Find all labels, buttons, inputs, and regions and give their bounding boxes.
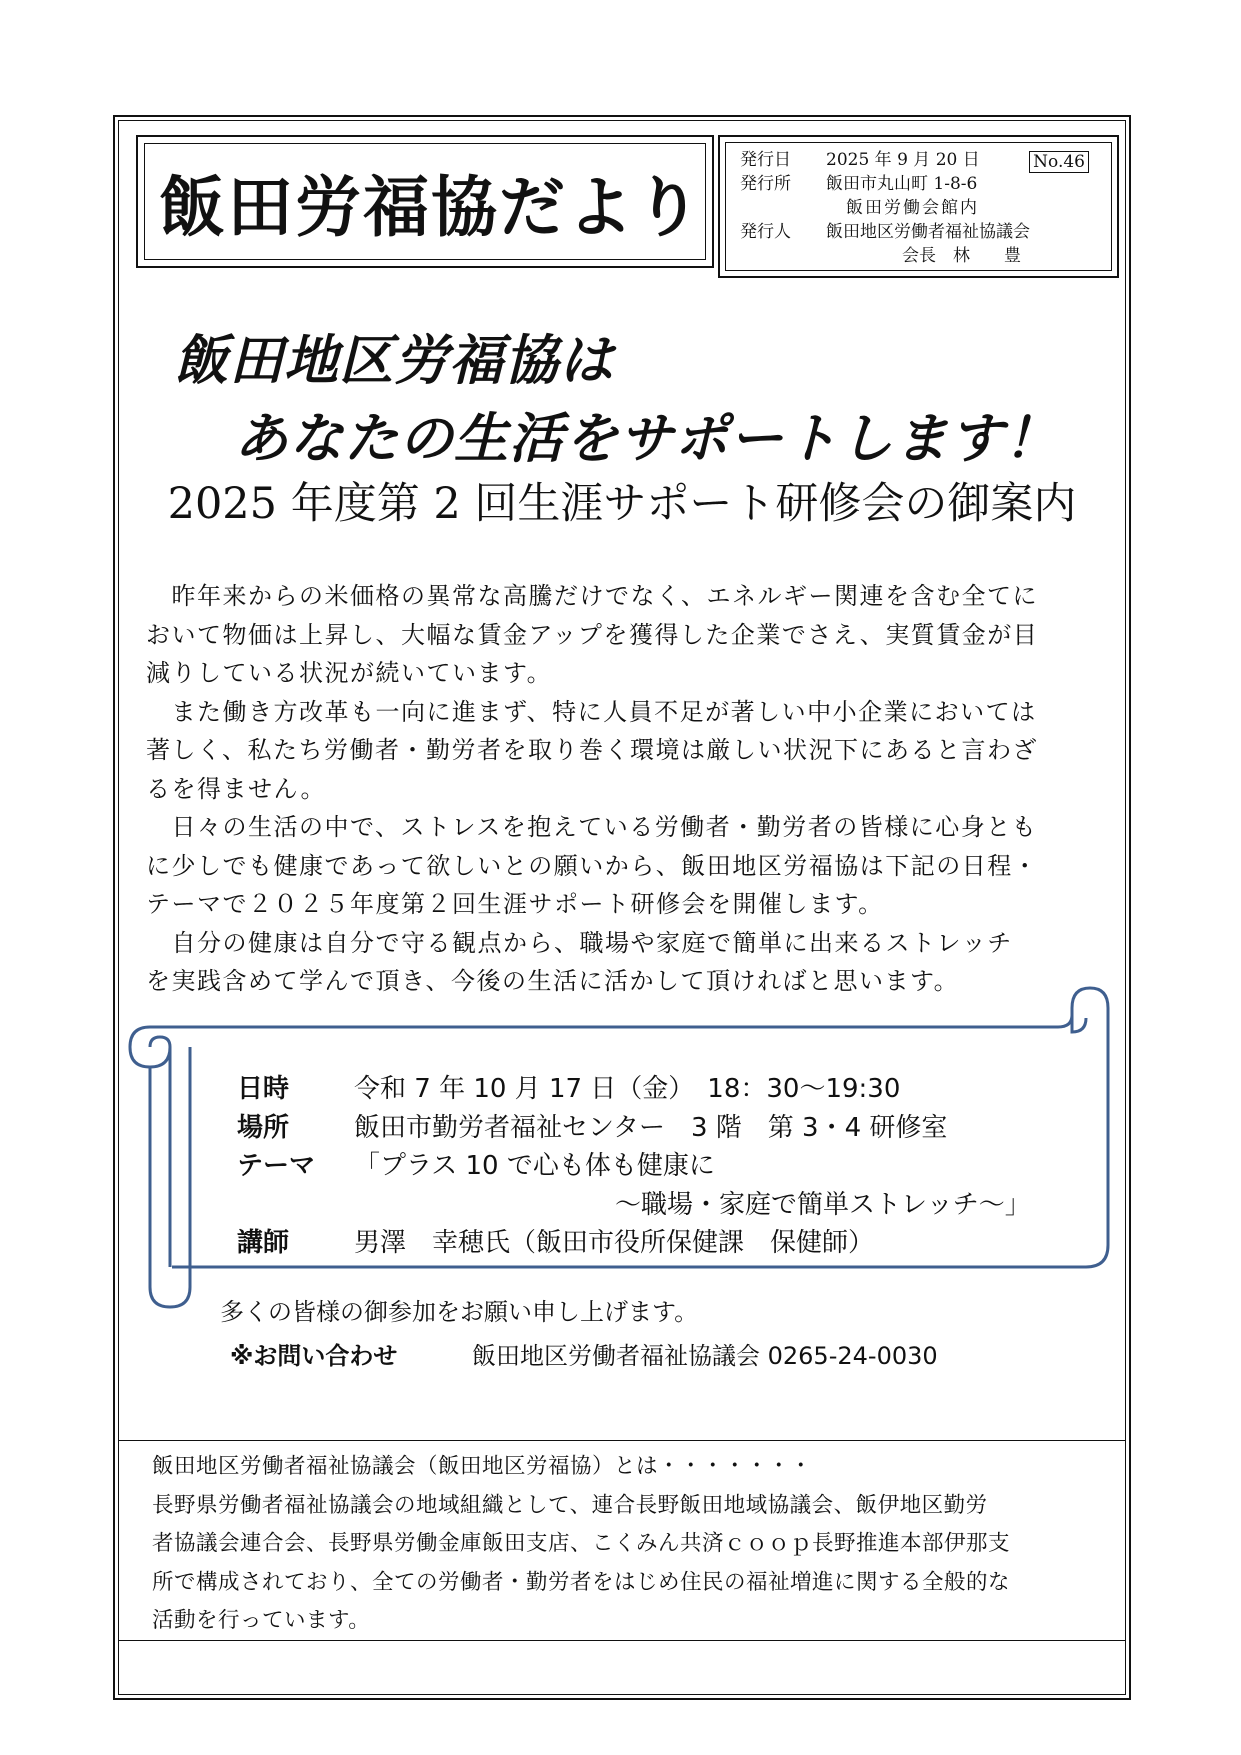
contact-value: 飯田地区労働者福祉協議会 0265-24-0030 xyxy=(472,1342,938,1370)
pub-office-value: 飯田市丸山町 1-8-6 xyxy=(826,174,978,194)
event-place-value: 飯田市勤労者福祉センター 3 階 第 3・4 研修室 xyxy=(354,1112,948,1143)
event-place-row xyxy=(237,1109,1031,1148)
event-theme-row-2 xyxy=(237,1186,1031,1225)
contact-label: ※お問い合わせ xyxy=(230,1342,398,1370)
pub-date-value: 2025 年 9 月 20 日 xyxy=(826,150,980,170)
pub-publisher-value: 飯田地区労働者福祉協議会 xyxy=(826,222,1030,242)
body-paragraph-1: 昨年来からの米価格の異常な高騰だけでなく、エネルギー関連を含む全てに おいて物価は上昇し、大幅な賃金アップを獲得した企業でさえ、実質賃金が目 減りしている状況が続いています。 xyxy=(146,582,1039,687)
headline-line-1: 飯田地区労福協は xyxy=(174,329,614,392)
event-theme-line-2: ～職場・家庭で簡単ストレッチ～」 xyxy=(615,1189,1031,1220)
event-lecturer-row xyxy=(237,1224,1031,1263)
event-lecturer-label: 講師 xyxy=(237,1228,290,1258)
newsletter-title: 飯田労福協だより xyxy=(159,169,703,246)
pub-publisher-label: 発行人 xyxy=(740,222,791,242)
pub-date-label: 発行日 xyxy=(740,150,791,170)
about-line-3: 所で構成されており、全ての労働者・勤労者をはじめ住民の福祉増進に関する全般的な xyxy=(152,1569,1011,1595)
event-lecturer-value: 男澤 幸穂氏（飯田市役所保健課 保健師） xyxy=(354,1228,875,1258)
about-line-4: 活動を行っています。 xyxy=(152,1608,371,1633)
event-place-label: 場所 xyxy=(237,1112,290,1143)
about-top-rule xyxy=(118,1440,1126,1441)
body-paragraph-4: 自分の健康は自分で守る観点から、職場や家庭で簡単に出来るストレッチ を実践含めて学んで頂き、今後の生活に活かして頂ければと思います。 xyxy=(146,928,1013,995)
about-heading: 飯田地区労働者福祉協議会（飯田地区労福協）とは・・・・・・・ xyxy=(152,1454,813,1479)
about-section xyxy=(152,1448,1112,1641)
event-date-value: 令和 7 年 10 月 17 日（金） 18：30～19:30 xyxy=(354,1074,901,1104)
about-line-2: 者協議会連合会、長野県労働金庫飯田支店、こくみん共済ｃｏｏｐ長野推進本部伊那支 xyxy=(152,1531,1011,1556)
pub-building-value: 飯田労働会館内 xyxy=(846,198,979,218)
event-theme-line-1: 「プラス 10 で心も体も健康に xyxy=(354,1151,715,1181)
about-bottom-rule xyxy=(118,1640,1126,1641)
body-paragraph-2: また働き方改革も一向に進まず、特に人員不足が著しい中小企業においては 著しく、私たち労働者・勤労者を取り巻く環境は厳しい状況下にあると言わざ るを得ません。 xyxy=(146,697,1039,803)
body-paragraph-3: 日々の生活の中で、ストレスを抱えている労働者・勤労者の皆様に心身とも に少しでも健康であって欲しいとの願いから、飯田地区労福協は下記の日程・ テーマで２０２５年度第２回生涯サポート研修会を開催します。 xyxy=(146,813,1039,918)
event-theme-label: テーマ xyxy=(237,1151,316,1181)
contact-info xyxy=(230,1336,938,1371)
event-theme-row xyxy=(237,1147,1031,1186)
issue-number: No.46 xyxy=(1029,151,1089,173)
headline-line-2: あなたの生活をサポートします！ xyxy=(234,407,1059,470)
event-details xyxy=(237,1070,1031,1263)
event-subtitle: 2025 年度第 2 回生涯サポート研修会の御案内 xyxy=(167,479,1077,529)
event-date-row xyxy=(237,1070,1031,1109)
pub-person-value: 会長 林 豊 xyxy=(902,246,1021,266)
closing-message: 多くの皆様の御参加をお願い申し上げます。 xyxy=(220,1298,699,1326)
pub-office-label: 発行所 xyxy=(740,174,791,194)
about-line-1: 長野県労働者福祉協議会の地域組織として、連合長野飯田地域協議会、飯伊地区勤労 xyxy=(152,1492,988,1518)
event-date-label: 日時 xyxy=(237,1074,290,1104)
